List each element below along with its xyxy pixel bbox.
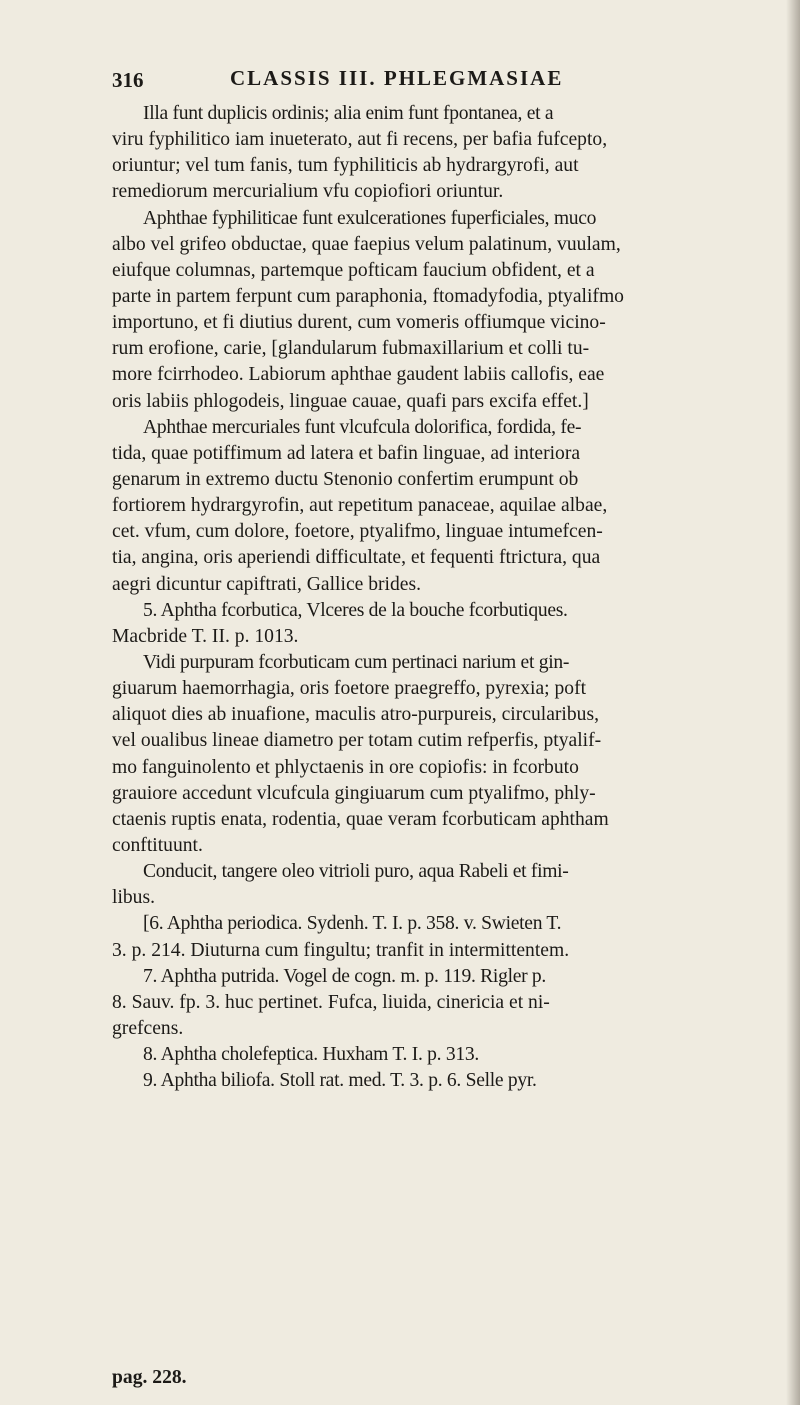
text-line: oriuntur; vel tum fanis, tum fyphiliticis ab hydrargyrofi, aut (112, 155, 579, 177)
text-line: remediorum mercurialium vfu copiofiori oriuntur. (112, 181, 504, 203)
text-line: Conducit, tangere oleo vitrioli puro, aqua Rabeli et fimi- (143, 861, 569, 883)
text-line: viru fyphilitico iam inueterato, aut fi recens, per bafia fufcepto, (112, 129, 608, 151)
text-line: giuarum haemorrhagia, oris foetore praegreffo, pyrexia; poft (112, 678, 587, 700)
text-line: Vidi purpuram fcorbuticam cum pertinaci narium et gin- (143, 651, 570, 673)
text-line: mo fanguinolento et phlyctaenis in ore copiofis: in fcorbuto (112, 756, 579, 778)
text-line: fortiorem hydrargyrofin, aut repetitum panaceae, aquilae albae, (112, 495, 608, 517)
text-line: parte in partem ferpunt cum paraphonia, ftomadyfodia, ptyalifmo (112, 285, 624, 307)
text-line: grauiore accedunt vlcufcula gingiuarum cum ptyalifmo, phly- (112, 782, 596, 804)
text-line: oris labiis phlogodeis, linguae cauae, quafi pars excifa effet.] (112, 390, 589, 412)
text-line: vel oualibus lineae diametro per totam cutim refperfis, ptyalif- (112, 730, 602, 752)
text-line: 9. Aphtha biliofa. Stoll rat. med. T. 3. p. 6. Selle pyr. (143, 1070, 537, 1092)
running-title: CLASSIS III. PHLEGMASIAE (230, 66, 564, 90)
text-line: tia, angina, oris aperiendi difficultate, et fequenti ftrictura, qua (112, 547, 601, 569)
text-line: 8. Sauv. fp. 3. huc pertinet. Fufca, liuida, cinericia et ni- (112, 991, 550, 1013)
text-line: more fcirrhodeo. Labiorum aphthae gaudent labiis callofis, eae (112, 364, 605, 386)
text-line: tida, quae potiffimum ad latera et bafin linguae, ad interiora (112, 442, 581, 464)
text-line: 7. Aphtha putrida. Vogel de cogn. m. p. 119. Rigler p. (143, 965, 547, 987)
text-line: eiufque columnas, partemque pofticam faucium obfident, et a (112, 259, 595, 281)
text-line: rum erofione, carie, [glandularum fubmaxillarium et colli tu- (112, 338, 590, 360)
text-line: libus. (112, 887, 156, 909)
text-line: Aphthae mercuriales funt vlcufcula dolorifica, fordida, fe- (143, 416, 582, 438)
text-line: [6. Aphtha periodica. Sydenh. T. I. p. 358. v. Swieten T. (143, 913, 562, 935)
text-line: conftituunt. (112, 834, 203, 856)
text-line: Aphthae fyphiliticae funt exulcerationes fuperficiales, muco (143, 207, 597, 229)
text-line: 5. Aphtha fcorbutica, Vlceres de la bouche fcorbutiques. (143, 599, 568, 621)
text-line: Illa funt duplicis ordinis; alia enim funt fpontanea, et a (143, 103, 554, 124)
text-line: aliquot dies ab inuafione, maculis atro-purpureis, circularibus, (112, 704, 599, 726)
text-line: ctaenis ruptis enata, rodentia, quae veram fcorbuticam aphtham (112, 808, 609, 830)
page-number: 316 (112, 68, 144, 92)
body-text (112, 101, 718, 1094)
catchword: pag. 228. (112, 1367, 187, 1388)
page-edge-shadow (786, 0, 800, 1405)
text-line: 8. Aphtha cholefeptica. Huxham T. I. p. 313. (143, 1044, 479, 1066)
text-line: grefcens. (112, 1017, 184, 1039)
text-line: importuno, et fi diutius durent, cum vomeris offiumque vicino- (112, 312, 606, 334)
text-line: albo vel grifeo obductae, quae faepius velum palatinum, vuulam, (112, 233, 621, 255)
running-header (112, 64, 712, 98)
text-line: Macbride T. II. p. 1013. (112, 625, 299, 647)
text-line: cet. vfum, cum dolore, foetore, ptyalifmo, linguae intumefcen- (112, 521, 603, 543)
text-line: genarum in extremo ductu Stenonio confertim erumpunt ob (112, 468, 579, 490)
text-line: aegri dicuntur capiftrati, Gallice brides. (112, 573, 422, 595)
text-line: 3. p. 214. Diuturna cum fingultu; tranfit in intermittentem. (112, 939, 570, 961)
